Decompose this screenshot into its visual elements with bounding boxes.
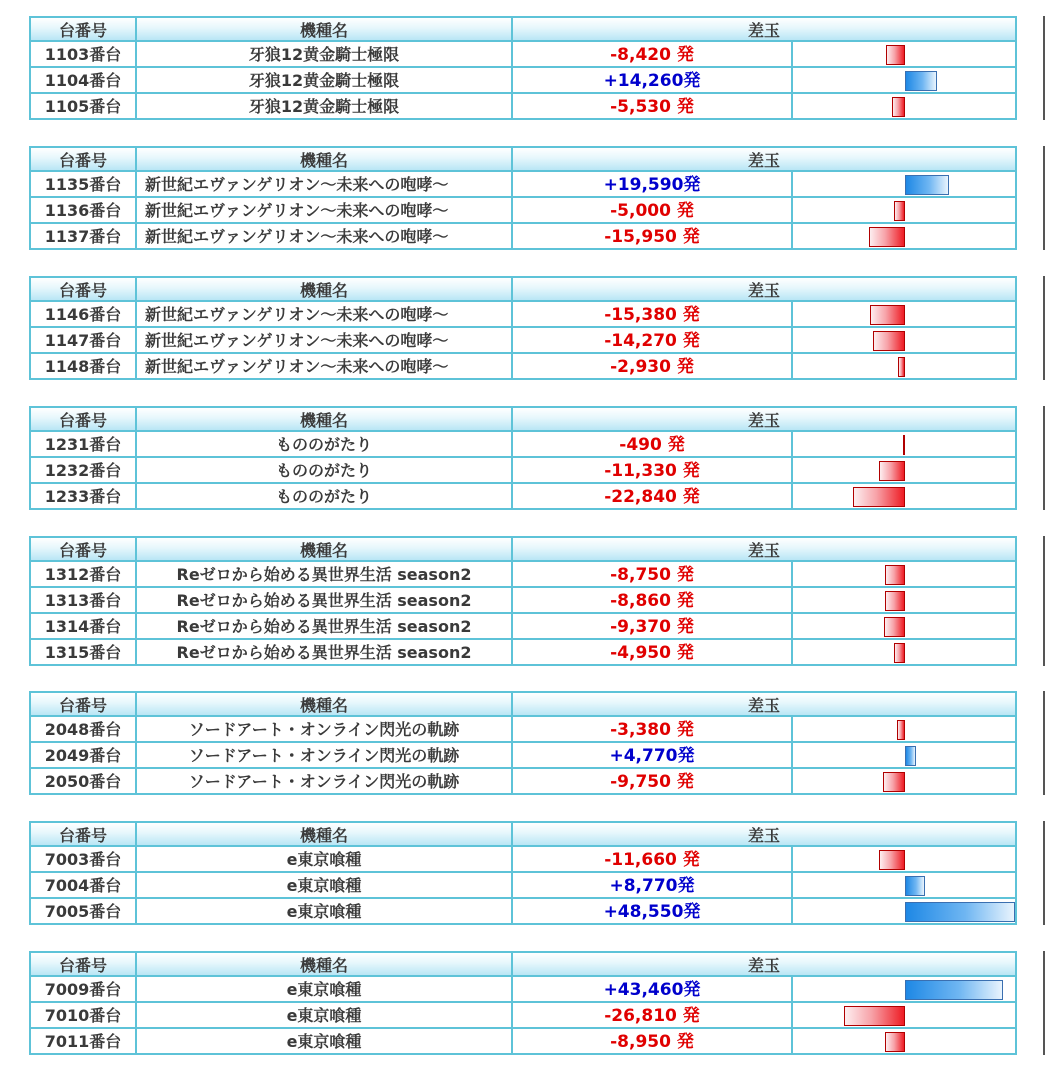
machine-number: 1233番台 (29, 484, 137, 510)
sadama-bar-negative (883, 772, 905, 792)
sadama-value: -15,380 発 (513, 302, 793, 328)
adjacent-panel-edge (1043, 821, 1045, 925)
machine-name: e東京喰種 (137, 899, 513, 925)
sadama-bar-negative (844, 1006, 905, 1026)
table-row (29, 432, 1017, 458)
header-sadama: 差玉 (513, 146, 1017, 172)
machine-number: 2050番台 (29, 769, 137, 795)
sadama-bar-negative (884, 617, 905, 637)
table-header-row (29, 821, 1017, 847)
machine-name: 牙狼12黄金騎士極限 (137, 94, 513, 120)
header-machine-number: 台番号 (29, 536, 137, 562)
machine-name: 新世紀エヴァンゲリオン～未来への咆哮～ (137, 224, 513, 250)
sadama-bar-negative (897, 720, 905, 740)
header-sadama: 差玉 (513, 536, 1017, 562)
sadama-bar-positive (905, 876, 925, 896)
machine-number: 7009番台 (29, 977, 137, 1003)
adjacent-panel-edge (1043, 276, 1045, 380)
table-header-row (29, 146, 1017, 172)
sadama-bar-negative (869, 227, 905, 247)
sadama-bar-negative (885, 591, 905, 611)
machine-name: e東京喰種 (137, 1029, 513, 1055)
machine-name: e東京喰種 (137, 1003, 513, 1029)
sadama-bar-positive (905, 902, 1015, 922)
sadama-bar-cell (793, 562, 1017, 588)
table-header-row (29, 951, 1017, 977)
sadama-value: -5,530 発 (513, 94, 793, 120)
sadama-bar-cell (793, 224, 1017, 250)
sadama-bar-cell (793, 1003, 1017, 1029)
sadama-bar-cell (793, 354, 1017, 380)
machine-name: 新世紀エヴァンゲリオン～未来への咆哮～ (137, 198, 513, 224)
adjacent-panel-edge (1043, 16, 1045, 120)
sadama-value: -22,840 発 (513, 484, 793, 510)
header-machine-number: 台番号 (29, 406, 137, 432)
machine-group-table (29, 691, 1017, 795)
machine-name: もののがたり (137, 484, 513, 510)
sadama-bar-negative (885, 565, 905, 585)
sadama-bar-cell (793, 614, 1017, 640)
sadama-bar-cell (793, 977, 1017, 1003)
sadama-bar-cell (793, 172, 1017, 198)
table-row (29, 302, 1017, 328)
machine-name: Reゼロから始める異世界生活 season2 (137, 588, 513, 614)
table-row (29, 847, 1017, 873)
sadama-value: -11,330 発 (513, 458, 793, 484)
header-machine-number: 台番号 (29, 16, 137, 42)
header-machine-number: 台番号 (29, 276, 137, 302)
sadama-bar-negative (879, 850, 905, 870)
header-machine-number: 台番号 (29, 821, 137, 847)
sadama-value: -8,950 発 (513, 1029, 793, 1055)
machine-number: 1148番台 (29, 354, 137, 380)
machine-name: e東京喰種 (137, 873, 513, 899)
sadama-bar-cell (793, 743, 1017, 769)
sadama-bar-cell (793, 899, 1017, 925)
machine-name: ソードアート・オンライン閃光の軌跡 (137, 717, 513, 743)
machine-number: 1104番台 (29, 68, 137, 94)
table-header-row (29, 276, 1017, 302)
header-machine-number: 台番号 (29, 951, 137, 977)
table-row (29, 484, 1017, 510)
machine-group-table (29, 536, 1017, 666)
table-header-row (29, 16, 1017, 42)
adjacent-panel-edge (1043, 406, 1045, 510)
machine-number: 1146番台 (29, 302, 137, 328)
sadama-bar-negative (853, 487, 905, 507)
sadama-bar-cell (793, 588, 1017, 614)
header-sadama: 差玉 (513, 406, 1017, 432)
machine-name: 新世紀エヴァンゲリオン～未来への咆哮～ (137, 354, 513, 380)
table-row (29, 717, 1017, 743)
sadama-bar-negative (885, 1032, 905, 1052)
machine-name: 新世紀エヴァンゲリオン～未来への咆哮～ (137, 172, 513, 198)
machine-name: もののがたり (137, 432, 513, 458)
table-row (29, 873, 1017, 899)
header-machine-name: 機種名 (137, 16, 513, 42)
sadama-bar-negative (898, 357, 905, 377)
table-row (29, 172, 1017, 198)
table-row (29, 354, 1017, 380)
sadama-bar-negative (886, 45, 905, 65)
machine-name: Reゼロから始める異世界生活 season2 (137, 640, 513, 666)
sadama-bar-negative (873, 331, 905, 351)
sadama-bar-negative (879, 461, 905, 481)
machine-number: 1231番台 (29, 432, 137, 458)
machine-number: 1135番台 (29, 172, 137, 198)
sadama-bar-cell (793, 42, 1017, 68)
adjacent-panel-edge (1043, 536, 1045, 666)
sadama-bar-positive (905, 175, 949, 195)
machine-group-table (29, 276, 1017, 380)
sadama-bar-negative (894, 643, 905, 663)
sadama-value: -8,750 発 (513, 562, 793, 588)
table-row (29, 614, 1017, 640)
header-sadama: 差玉 (513, 821, 1017, 847)
machine-name: e東京喰種 (137, 847, 513, 873)
sadama-value: -4,950 発 (513, 640, 793, 666)
table-row (29, 328, 1017, 354)
sadama-bar-cell (793, 302, 1017, 328)
machine-number: 7010番台 (29, 1003, 137, 1029)
sadama-value: -26,810 発 (513, 1003, 793, 1029)
machine-group-table (29, 951, 1017, 1055)
machine-number: 1105番台 (29, 94, 137, 120)
machine-number: 1315番台 (29, 640, 137, 666)
machine-number: 1232番台 (29, 458, 137, 484)
machine-number: 1147番台 (29, 328, 137, 354)
sadama-value: -490 発 (513, 432, 793, 458)
machine-group-table (29, 16, 1017, 120)
header-sadama: 差玉 (513, 691, 1017, 717)
machine-number: 7005番台 (29, 899, 137, 925)
table-row (29, 42, 1017, 68)
sadama-value: -15,950 発 (513, 224, 793, 250)
table-row (29, 588, 1017, 614)
sadama-bar-cell (793, 458, 1017, 484)
sadama-bar-cell (793, 847, 1017, 873)
sadama-value: -2,930 発 (513, 354, 793, 380)
adjacent-panel-edge (1043, 951, 1045, 1055)
header-machine-name: 機種名 (137, 951, 513, 977)
header-machine-number: 台番号 (29, 146, 137, 172)
sadama-value: -9,750 発 (513, 769, 793, 795)
sadama-value: +14,260発 (513, 68, 793, 94)
machine-number: 1103番台 (29, 42, 137, 68)
sadama-value: +43,460発 (513, 977, 793, 1003)
sadama-value: -8,420 発 (513, 42, 793, 68)
adjacent-panel-edge (1043, 691, 1045, 795)
sadama-bar-cell (793, 198, 1017, 224)
header-sadama: 差玉 (513, 16, 1017, 42)
table-row (29, 68, 1017, 94)
header-sadama: 差玉 (513, 276, 1017, 302)
sadama-bar-cell (793, 640, 1017, 666)
table-header-row (29, 691, 1017, 717)
table-row (29, 977, 1017, 1003)
machine-name: もののがたり (137, 458, 513, 484)
machine-group-table (29, 146, 1017, 250)
sadama-bar-cell (793, 94, 1017, 120)
machine-number: 2048番台 (29, 717, 137, 743)
machine-group-table (29, 406, 1017, 510)
table-row (29, 198, 1017, 224)
table-row (29, 899, 1017, 925)
sadama-value: -5,000 発 (513, 198, 793, 224)
sadama-bar-negative (894, 201, 905, 221)
sadama-bar-cell (793, 769, 1017, 795)
header-machine-name: 機種名 (137, 276, 513, 302)
sadama-bar-cell (793, 68, 1017, 94)
table-header-row (29, 406, 1017, 432)
table-row (29, 1003, 1017, 1029)
sadama-bar-positive (905, 980, 1003, 1000)
sadama-bar-positive (905, 746, 916, 766)
sadama-bar-cell (793, 432, 1017, 458)
table-row (29, 224, 1017, 250)
table-row (29, 94, 1017, 120)
sadama-value: +8,770発 (513, 873, 793, 899)
header-machine-name: 機種名 (137, 821, 513, 847)
machine-number: 7004番台 (29, 873, 137, 899)
sadama-bar-cell (793, 328, 1017, 354)
table-row (29, 769, 1017, 795)
sadama-bar-negative (892, 97, 905, 117)
sadama-bar-cell (793, 484, 1017, 510)
machine-number: 1313番台 (29, 588, 137, 614)
sadama-value: +48,550発 (513, 899, 793, 925)
machine-number: 1136番台 (29, 198, 137, 224)
table-header-row (29, 536, 1017, 562)
machine-name: 新世紀エヴァンゲリオン～未来への咆哮～ (137, 302, 513, 328)
header-machine-name: 機種名 (137, 146, 513, 172)
sadama-value: +19,590発 (513, 172, 793, 198)
header-sadama: 差玉 (513, 951, 1017, 977)
header-machine-name: 機種名 (137, 536, 513, 562)
machine-number: 1312番台 (29, 562, 137, 588)
table-row (29, 743, 1017, 769)
header-machine-name: 機種名 (137, 691, 513, 717)
sadama-value: -11,660 発 (513, 847, 793, 873)
machine-number: 1137番台 (29, 224, 137, 250)
sadama-value: -9,370 発 (513, 614, 793, 640)
machine-name: ソードアート・オンライン閃光の軌跡 (137, 769, 513, 795)
machine-name: Reゼロから始める異世界生活 season2 (137, 614, 513, 640)
header-machine-name: 機種名 (137, 406, 513, 432)
machine-number: 1314番台 (29, 614, 137, 640)
sadama-value: -14,270 発 (513, 328, 793, 354)
sadama-bar-negative (903, 435, 905, 455)
adjacent-panel-edge (1043, 146, 1045, 250)
sadama-bar-cell (793, 873, 1017, 899)
sadama-value: +4,770発 (513, 743, 793, 769)
machine-group-table (29, 821, 1017, 925)
sadama-bar-cell (793, 717, 1017, 743)
table-row (29, 1029, 1017, 1055)
sadama-value: -8,860 発 (513, 588, 793, 614)
machine-name: e東京喰種 (137, 977, 513, 1003)
machine-number: 7003番台 (29, 847, 137, 873)
sadama-bar-cell (793, 1029, 1017, 1055)
machine-number: 2049番台 (29, 743, 137, 769)
table-row (29, 640, 1017, 666)
table-row (29, 562, 1017, 588)
machine-name: ソードアート・オンライン閃光の軌跡 (137, 743, 513, 769)
machine-name: 牙狼12黄金騎士極限 (137, 42, 513, 68)
sadama-value: -3,380 発 (513, 717, 793, 743)
table-row (29, 458, 1017, 484)
header-machine-number: 台番号 (29, 691, 137, 717)
machine-number: 7011番台 (29, 1029, 137, 1055)
machine-name: 新世紀エヴァンゲリオン～未来への咆哮～ (137, 328, 513, 354)
sadama-bar-negative (870, 305, 905, 325)
machine-name: Reゼロから始める異世界生活 season2 (137, 562, 513, 588)
machine-name: 牙狼12黄金騎士極限 (137, 68, 513, 94)
sadama-bar-positive (905, 71, 937, 91)
